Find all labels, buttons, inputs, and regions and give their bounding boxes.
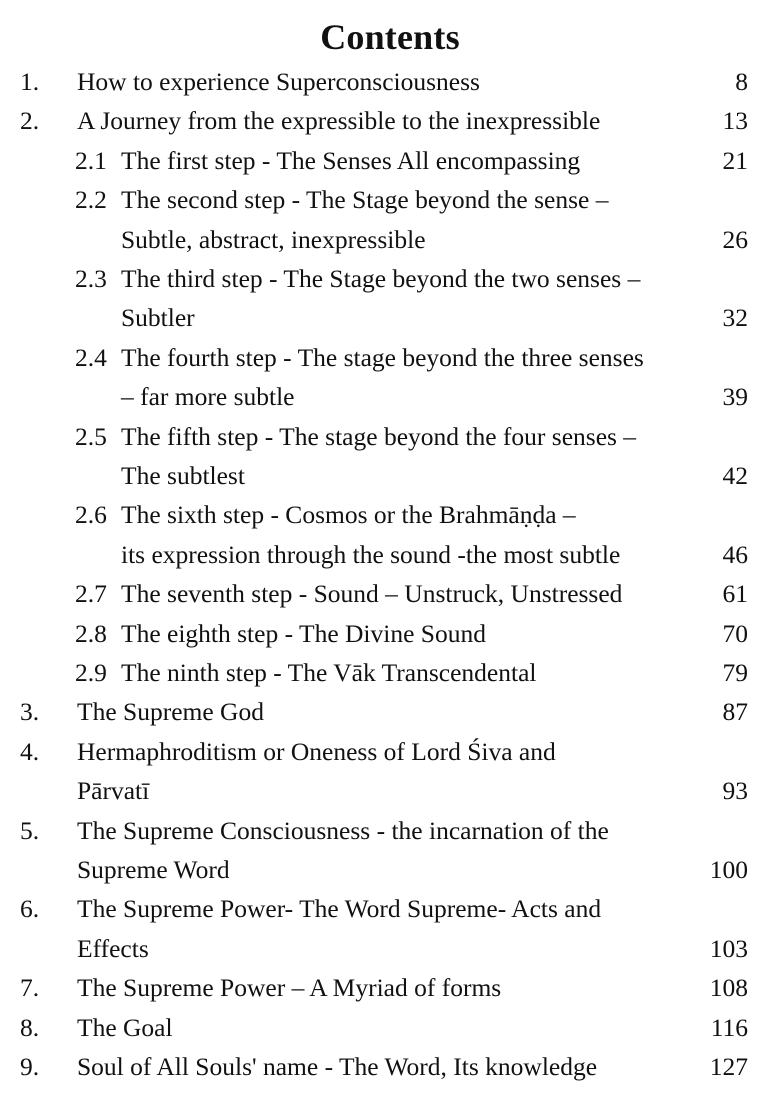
entry-title: Pārvatī [77,776,150,806]
page-title: Contents [320,17,460,57]
entry-title: The third step - The Stage beyond the two senses – [121,264,641,293]
page-number: 26 [722,224,748,254]
entry-title: The Supreme Power- The Word Supreme- Acts and [77,894,602,924]
entry-number: 5. [20,815,40,845]
entry-title: The sixth step - Cosmos or the Brahmāṇḍa – [121,500,576,530]
entry-number: 4. [20,736,40,766]
entry-number: 2.4 [75,342,107,372]
entry-title: The fourth step - The stage beyond the three senses [121,342,644,372]
page-number: 13 [722,106,748,136]
page-number: 108 [709,973,748,1003]
entry-number: 2. [20,106,40,136]
entry-title: A Journey from the expressible to the inexpressible [77,106,601,136]
entry-title: The seventh step - Sound – Unstruck, Unstressed [121,579,623,609]
entry-number: 2.3 [75,264,107,293]
page-number: 87 [722,697,748,727]
entry-title: Subtle, abstract, inexpressible [121,224,426,254]
entry-number: 2.6 [75,500,107,530]
entry-title: Subtler [121,303,195,333]
entry-title: The ninth step - The Vāk Transcendental [121,658,537,687]
entry-number: 8. [20,1012,40,1042]
entry-title: The first step - The Senses All encompassing [121,145,581,175]
entry-title: Hermaphroditism or Oneness of Lord Śiva and [77,736,556,766]
entry-title: The Supreme Consciousness - the incarnation of the [77,815,609,845]
page-number: 93 [722,776,748,806]
page-number: 70 [722,618,748,648]
entry-title: its expression through the sound -the most subtle [121,539,621,569]
page-number: 100 [709,855,748,884]
entry-number: 2.8 [75,618,107,648]
page-number: 21 [722,145,748,175]
entry-number: 7. [20,973,40,1003]
entry-title: The Supreme Power – A Myriad of forms [77,973,502,1003]
entry-title: The fifth step - The stage beyond the four senses – [121,421,637,451]
entry-title: – far more subtle [121,382,295,412]
page-number: 116 [710,1012,748,1042]
page-number: 127 [709,1052,748,1081]
entry-number: 2.1 [75,145,107,175]
page-number: 32 [722,303,748,333]
page-number: 46 [722,539,748,569]
page-number: 8 [735,67,748,96]
entry-title: Supreme Word [77,855,230,884]
entry-number: 1. [20,67,40,96]
page-number: 39 [722,382,748,412]
entry-number: 2.2 [75,185,107,215]
entry-number: 3. [20,697,40,727]
entry-number: 9. [20,1052,40,1081]
entry-title: Soul of All Souls' name - The Word, Its knowledge [77,1052,598,1081]
page-number: 61 [722,579,748,609]
entry-number: 2.7 [75,579,107,609]
entry-title: The Goal [77,1012,173,1042]
page-number: 79 [722,658,748,687]
page-number: 103 [709,933,748,963]
entry-title: The second step - The Stage beyond the sense – [121,185,609,215]
page-number: 42 [722,461,748,490]
entry-number: 2.5 [75,421,107,451]
entry-title: The subtlest [121,461,245,490]
entry-number: 6. [20,894,40,924]
entry-number: 2.9 [75,658,107,687]
entry-title: How to experience Superconsciousness [77,67,480,96]
entry-title: The Supreme God [77,697,264,727]
entry-title: The eighth step - The Divine Sound [121,618,486,648]
entry-title: Effects [77,933,149,963]
